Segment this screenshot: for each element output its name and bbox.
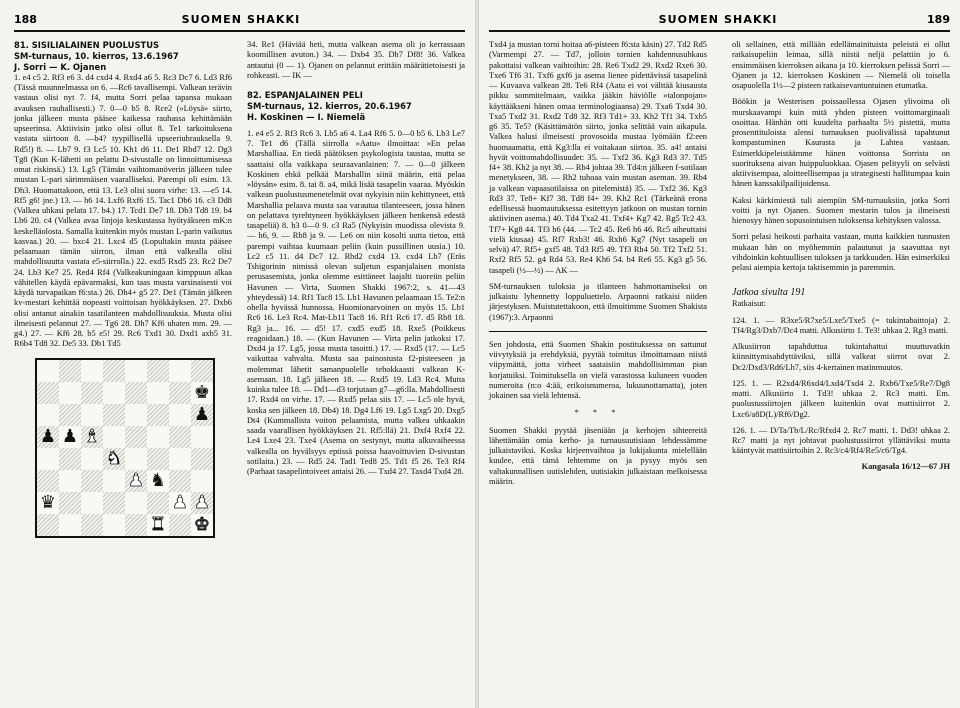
- board-square: [59, 470, 81, 492]
- report-paragraph-1: oli sellainen, että millään edellämainituista peleistä ei ollut ratkaisupeliin leimaa, sillä niistä neljä pelattiin jo 6. ensimmäisen kierroksen aikana ja 10. kierroksen pelissä Sorri — Ojanen ja 12. kierroksen Koskinen — Niemelä oli toisella osapuolella 1½—2 pisteen ratkaisevantuntuinen etumatka.: [732, 40, 950, 90]
- board-square: [103, 426, 125, 448]
- white-pawn-icon: ♟: [193, 491, 211, 513]
- solution-124-note: Alkusiirron tapahduttua tukintahattui muuttuvatkin kiinnittymisahdyttäviksi, sillä valkeat siirrot ovat 2. Dc2/Dxd3/Rd6/Lh7, siis 4-kertainen matinmuutos.: [732, 342, 950, 372]
- board-square: [147, 360, 169, 382]
- board-square: [103, 448, 125, 470]
- header-rule-right: [489, 30, 950, 32]
- game-81-moves: 1. e4 c5 2. Rf3 e6 3. d4 cxd4 4. Rxd4 a6 5. Rc3 Dc7 6. Ld3 Rf6 (Tässä muunnelmassa on 6. —Rc6 tavallisempi. Valkean terävin vastaus olisi nyt 7. f4, mutta Sorri pelaa tapansa mukaan avauksen rauhallisesti.) 7. 0—0 b5 8. Rce2 (»Löysä» siirto, jonka jälkeen musta pääsee kaikessa rauhassa kehittämään upseerinsa. Aktiivisin jatko olisi ollut 8. Te1 tarkoituksena vastata siirtoon 8. —b4? tyypillisellä upseeriuhrauksella 9. Rd5!) 8. — Lb7 9. f3 Lc5 10. Kh1 d6 11. De1 Rbd7 12. Dg3 Tg8 (Kun K-lähetti on pelattu D-sivustalle on linnoittumisessa omat riskinsä.) 13. Lg5 (Tämän vaihtomanöverin jälkeen tulee mustan L-pari särimmäisen vaaralliseksi. Parempi oli esim. 13. Dh3. Huomattakoon, että 13. Le3 olisi suora virhe: 13. —e5 14. Rf5 g6! jne.) 13. — h6 14. Lxf6 Rxf6 15. Tac1 Db6 16. c3 Dd8 (Valkea uhkasi pelata 17. b4.) 17. Tcd1 De7 18. Db3 Td8 19. b4 Lb6 20. c4 (Valkea avaa linjoja keskustassa hyötyäkseen mK:n keskelläolosta. Samalla kuitenkin myös mustan L-parin vaikutus kasvaa.) 20. — bxc4 21. Lxc4 d5 (Lopultakin musta pääsee pelaamaan tämän siirron, ilman että valkealla olisi mahdollisuutta vastata e5-siirrolla.) 22. exd5 Rxd5 23. Rc2 De7 24. Lb3 Ke7 25. Red4 Rf4 (Valkeakuningaan kimppuun alkaa vähitellen käydä epävarmaksi, kun taas musta varsinaisesti voi käydä turvapaikan f6:sta.) 26. Dh4+ g5 27. De1 (Tämän jälkeen kv-mestari kehittää nopeasti voittoisan hyökkäyksen. 27. Dxb6 olisi antanut ainakin tasatilanteen mahdollisuuksia. Musta olisi ilmeisesti pelannut 27. — Tg6 28. Dh7 Kf6 uhaten mm. 29. — g4.) 27. — Kf6 28. b5 e5! 29. Rc6 Txd1 30. Dxd1 axb5 31. R6b4 Td8 32. De5 33. Db1 Td5: [14, 72, 232, 349]
- solution-124: 124. 1. — R3xe5/R7xe5/Lxe5/Txe5 (= tukintabaittoja) 2. Tf4/Rg3/Dxb7/Dc4 matti. Alkusiirto 1. Te3! uhkaa 2. Rg3 matti.: [732, 315, 950, 335]
- board-square: [59, 382, 81, 404]
- white-knight-icon: ♞: [105, 447, 123, 469]
- board-square: [125, 492, 147, 514]
- board-square: [81, 492, 103, 514]
- game-82-event: SM-turnaus, 12. kierros, 20.6.1967: [247, 100, 412, 111]
- board-square: [59, 426, 81, 448]
- board-square: [125, 514, 147, 536]
- left-page: [0, 0, 475, 708]
- board-square: [37, 360, 59, 382]
- white-pawn-icon: ♟: [127, 469, 145, 491]
- report-paragraph-4: Sorri pelasi heikosti parhaita vastaan, mutta kaikkien tunnusten mukaan hän on myöhemmin palautunut ja saavuttaa nyt vihdoinkin kohtuullisen tuloksen ja tarkkuuden. Hän esimerkiksi pelasi aiempia kertoja taktisemmin ja paremmin.: [732, 232, 950, 272]
- report-paragraph-2: Böökin ja Westerisen poissaollessa Ojasen ylivoima oli murskaavampi kuin mitä yhden pisteen voittomarginaali osoittaa. Hänhän otti kuudelta parhaalta 5½ pistettä, mutta prosenttituloista alensi turnauksen puolivälissä tapahtunut kompastuminen Kaurasta ja Lahtea vastaan. Esimerkkipeleistäämme hänen voittonsa Sorrista on suorituksena aivan huippuluokkaa. Ojasen pelityyli on selvästi aktiivisempaa, aloitteellisempaa ja strategisesti hallitumpaa kuin hänen kanssakilpailijoidensa.: [732, 97, 950, 189]
- section-rule: [489, 331, 707, 332]
- board-square: [103, 492, 125, 514]
- game-81-event: SM-turnaus, 10. kierros, 13.6.1967: [14, 50, 179, 61]
- game-81-players: J. Sorri — K. Ojanen: [14, 61, 107, 72]
- board-square: [191, 426, 213, 448]
- board-square: [125, 382, 147, 404]
- white-bishop-icon: ♝: [83, 425, 101, 447]
- board-square: [37, 492, 59, 514]
- white-pawn-icon: ♟: [171, 491, 189, 513]
- board-square: [125, 470, 147, 492]
- white-rook-icon: ♜: [149, 513, 167, 535]
- board-square: [37, 470, 59, 492]
- tournament-note: SM-turnauksen tuloksia ja tilanteen hahmottamiseksi on julkaistu lyhennetty loppuluettelo. Arpaonni ratkaisi niiden järjestyksen. Muistutettakoon, että ilmoitimme Suomen Shakista (1967):3. Arpaonni: [489, 281, 707, 322]
- board-square: [37, 382, 59, 404]
- game-81-end: 34. Re1 (Häviää heti, mutta valkean asema oli jo kerrassaan koomillisen avuton.) 34. — Dxb4 35. Dh7 Df8! 36. Valkea antautui (0 — 1). Ojanen on pelannut erittäin määrätietoisesti ja rohkeasti. — IK —: [247, 40, 465, 80]
- solution-125: 125. 1. — R2xd4/R6xd4/Lxd4/Txd4 2. Rxb6/Txe5/Re7/Dg8 matti. Alkusiirto 1. Td3! uhkaa 2. Rc3 matti. Em. puolustussiirtojen jälkeen kuitenkin ovat mattisiirrot 2. Lxc6/a8D(L)/Rf6/Dg2.: [732, 378, 950, 419]
- board-square: [81, 470, 103, 492]
- header-rule: [14, 30, 465, 32]
- board-square: [147, 470, 169, 492]
- board-square: [169, 470, 191, 492]
- board-square: [81, 448, 103, 470]
- board-square: [59, 514, 81, 536]
- board-square: [191, 514, 213, 536]
- board-square: [103, 404, 125, 426]
- left-col-2: [247, 40, 465, 538]
- black-pawn-icon: ♟: [61, 425, 79, 447]
- board-square: [169, 426, 191, 448]
- board-square: [191, 492, 213, 514]
- board-square: [37, 426, 59, 448]
- board-square: [125, 426, 147, 448]
- board-square: [147, 514, 169, 536]
- postal-notice: Sen johdosta, että Suomen Shakin postituksessa on sattunut viivytyksiä ja erehdyksiä, pyytää toimitus ilmoittamaan niistä viipymättä, jotta virheet saataisiin mahdollisimman pian korjatuiksi. Toimituksella on vielä varastossa kuluneen vuoden numeroita (n:o 4:ää, erikoisnumeroa, lukuunottamatta), joten jokainen saa vielä lehtensä.: [489, 339, 707, 400]
- black-knight-icon: ♞: [149, 469, 167, 491]
- left-columns: [14, 40, 465, 538]
- right-col-2: [732, 40, 950, 487]
- board-square: [169, 404, 191, 426]
- board-square: [81, 514, 103, 536]
- board-square: [59, 404, 81, 426]
- board-square: [147, 492, 169, 514]
- board-square: [103, 360, 125, 382]
- news-request: Suomen Shakki pyytää jäseniään ja kerhojen sihteereitä lähettämään omia kerho- ja turnausuutisiaan lehdessämme julkaistaviksi. Koska kirjeenvaihtoa ja lukijakunta mielellään kuulee, että tämä lehtemme on ja pysyy myös sen valtakunnallisen uutislehden, uutisiakin julkaistaan melkoisessa määrin.: [489, 425, 707, 486]
- board-square: [59, 492, 81, 514]
- solution-126: 126. 1. — D/Ta/Tb/L/Rc/Rfxd4 2. Rc7 matti. 1. Dd3! uhkaa 2. Rc7 matti ja nyt johtavat puolustussiirrot yllättäviksi mutta kääntyvät mattisiirtoihin 2. Rc3/c4/Rf4/Re5/c6/Tg4.: [732, 425, 950, 456]
- board-square: [37, 514, 59, 536]
- board-square: [147, 382, 169, 404]
- game-82-title: 82. ESPANJALAINEN PELI: [247, 90, 363, 100]
- board-square: [191, 470, 213, 492]
- board-square: [59, 360, 81, 382]
- board-square: [125, 448, 147, 470]
- right-col-1: [489, 40, 707, 487]
- left-col-1: [14, 40, 232, 538]
- white-king-icon: ♚: [193, 513, 211, 535]
- solutions-label: Ratkaisut:: [732, 299, 766, 309]
- game-81-title: 81. SISILIALAINEN PUOLUSTUS: [14, 40, 160, 50]
- board-square: [191, 360, 213, 382]
- board-square: [103, 514, 125, 536]
- chess-board: [35, 358, 215, 538]
- separator-stars: * * *: [574, 408, 622, 418]
- board-square: [169, 448, 191, 470]
- board-square: [81, 426, 103, 448]
- board-square: [169, 382, 191, 404]
- board-square: [191, 448, 213, 470]
- right-page: [479, 0, 960, 708]
- black-pawn-icon: ♟: [193, 403, 211, 425]
- magazine-title-right: SUOMEN SHAKKI: [658, 12, 778, 26]
- game-82-continuation: Txd4 ja mustan torni hoitaa a6-pisteen f6:sta käsin) 27. Td2 Rd5 (Varmempi 27. — Td7, jolloin tornien kahdennusuhkaus pakottaisi valkean vaihtoihin: 28. Re6 Txd2 29. Rxd2 Rxe6 30. Txe6 Tf6 31. Txf6 gxf6 ja asema lienee pidettävissä tasapelinä — Kuvaava valkean 28. Te6 Rf4 (Aatu ei voi välttää kiusausta pikku sommitelmaan, vaikka jääkin häviölle »talonpojan» käyttääkseni hänen omaa terminologiaansa) 29. Txa6 Txd4 30. Txa5 Txd2 31. Rxd2 Td8 32. Rf3 Td1+ 33. Kh2 Tf1 34. Txb5 g6 35. Te5? (Käsittämätön siirto, jonka selittää vain aikapula. Valkea halusi ilmeisesti provosoida mustaa lyömään f2:een huomaamatta, että Kg3:lla ei voitakaan siirtoa. 35. a4! antaisi hyvät voittomahdollisuudet: 35. — Txf2 36. Kg3 Rd3 37. Td5 f4+ 38. Kh2 ja nyt 38. — Rb4 johtaa 39. Td4:n jälkeen f-sotilaan menetykseen, 38. — Rh2 tuhoaa vain mustan aseman. 39. Rb4 ja valkean vapaasotilaissa on pitelemistä) 35. — Txf2 36. Kg3 Rd3 37. Te8+ Kf7 38. Td8 f4+ 39. Kh2 Rc1 (Tärkeänä erona edellisessä huomautuksessa esitettyyn jatkoon on mustan tornin aktiivinen asema.) 40. Td4 Txa2 41. Txf4+ Kg7 42. Rg5 Tc2 43. Tf7+ Kg8 44. Tf3 h6 (44. — Tc2 45. Re6 h6 46. Rc5 aiheuttaisi vielä kiusaa) 45. Rf7 Rxb3! 46. Rxh6 Kg7 (Nyt tasapeli on selvä) 47. Rf5+ gxf5 48. Td3 Rf5 49. Tf3 Rh4 50. Tf2 Txf2 51. Rxf2 Rf5 52. g4 Rd4 53. Re4 Kh6 54. h4 Re6 55. Kg3 g5 56. tasapeli (½—½) — AK —: [489, 40, 707, 275]
- board-square: [169, 514, 191, 536]
- board-square: [125, 404, 147, 426]
- page-number-right: 189: [927, 12, 950, 26]
- black-king-icon: ♚: [193, 381, 211, 403]
- board-square: [37, 404, 59, 426]
- black-pawn-icon: ♟: [39, 425, 57, 447]
- board-square: [147, 404, 169, 426]
- game-82-moves: 1. e4 e5 2. Rf3 Rc6 3. Lb5 a6 4. La4 Rf6 5. 0—0 b5 6. Lb3 Le7 7. Te1 d6 (Tällä siirrolla »Aatu» ilmoittaa: »En pelaa Marshalliaa. En tiedä päätöksen psykologista taustaa, mutta se saattaisi olla vaikkapa seuraavanlainen: 7. — 0—0 jälkeen Koskinen ehkä pelkää Marshallin siinä määrin, että pelaa »löysän» esim. 8. tai 8. a4, mikä lisää tasapelin vaaraa. Myöskin valkean puolustusmenetelmät ovat nykyisin niin kehittyneet, että Marshallia pelaava musta saa varautua tilanteeseen, jossa hänen on pelattava tyrehtyneen hyökkäyksen jälkeen henkensä edestä tasapeliä) 8. h3 0—0 9. c3 Ra5 (Nykyisin muodissa olevista 9. — h6, 9. — Rb8 ja 9. — Le6 on niin kosolti uutta tietoa, että parempi vaihtaa kuumaan peliin (kuin pussillinen uusia.) 10. Lc2 c5 11. d4 Dc7 12. Rbd2 cxd4 13. cxd4 Lb7 (Eräs Tshigorinin nimissä olevan suljetun espanjalaisen monista perusasemista, jonka olemme esittäneet laajalti tuoreiin peliin Havunen — Virta, Suomen Shakki 1967:2, s. 41—43 yhteydessä) 14. Rf1 Tac8 15. Lb1 Havunen pelaamaan 15. Te2:n ohella hyvässä hunnossa. Huomionarvoinen on myös 15. Lb1 Rc6 16. Le3 Rc4. Mat-Lb11 Tac8 16. Rf1 Rc6 17. d5 Rb8 18. Rg3 ja... 16. — d5! 17. cxd5 exd5 18. Rxe5 (Poikkeus reagoidaan.) 18. — (Kun Havunen — Virta pelin jatkoksi 17. Dxd4 ja 17. Lg5, jossa musta tasoitti.) 17. — Rxd5 (17. — Lc5 vaikuttaa vahvalta. Musta saa painostusta f2-pisteeseen ja molemmat lähetit samanpuolelle tehokkaasti valkean K-asemaan. 18. Lg5 jälkeen 18. — Rxd5 19. Ld3 Rc4. Mutta kuinka tulee 18. — Dd1—d3 torjutaan g7—g6:lla. Mahdollisesti 17. Rxd4 on virhe. 17. — Rxd5 pelaa siis 17. — Lc5 ole hyvä, koska sen jälkeen 18. Db4) 18. Dg4 Lf6 19. Lg5 Lxg5 20. Dxg5 Dt4 (Kummallista voiton pelaamista, mutta valkea uhkaakin saada vaarallisen hyökkäyksen 21. Rf5:llä) 21. Dxf4 Rxf4 22. Le4 Lxe4 23. Txe4 (Asema on sestynyt, mutta alkuvaiheessa valkealla on hyvälsyys eptissä poissa haavoittuvien D-sivustan sotilaita.) 23. — Rd5 24. Tad1 Ted8 25. Td1 f5 26. Te3 Rf4 (Parhaat tasapelintoiveet antaisi 26. — Txd4 27. Taxd4 Txd4 28.: [247, 128, 465, 477]
- board-square: [147, 426, 169, 448]
- report-paragraph-3: Kaksi kärkimiestä tuli aiempiin SM-turnauksiin, jotka Sorri voitti ja nyt Ojanen. Suomen mestarin tulos ja ilmeisesti hienosyy hänen sopusointuisen tuloksensa kehityksen valossa.: [732, 195, 950, 225]
- board-square: [59, 448, 81, 470]
- board-square: [81, 382, 103, 404]
- chess-diagram: [35, 358, 211, 538]
- board-square: [169, 360, 191, 382]
- page-header-right: [489, 8, 950, 30]
- game-82-players: H. Koskinen — I. Niemelä: [247, 111, 366, 122]
- board-square: [103, 382, 125, 404]
- magazine-title: SUOMEN SHAKKI: [181, 12, 301, 26]
- board-square: [147, 448, 169, 470]
- board-square: [191, 382, 213, 404]
- board-square: [37, 448, 59, 470]
- board-square: [191, 404, 213, 426]
- board-square: [125, 360, 147, 382]
- board-square: [103, 470, 125, 492]
- page-header: [14, 8, 465, 30]
- board-square: [169, 492, 191, 514]
- signature: Kangasala 16/12—67 JH: [861, 461, 950, 471]
- continued-heading: Jatkoa sivulta 191: [732, 287, 806, 299]
- black-queen-icon: ♛: [39, 491, 57, 513]
- right-columns: [489, 40, 950, 487]
- page-number: 188: [14, 12, 37, 26]
- board-square: [81, 404, 103, 426]
- board-square: [81, 360, 103, 382]
